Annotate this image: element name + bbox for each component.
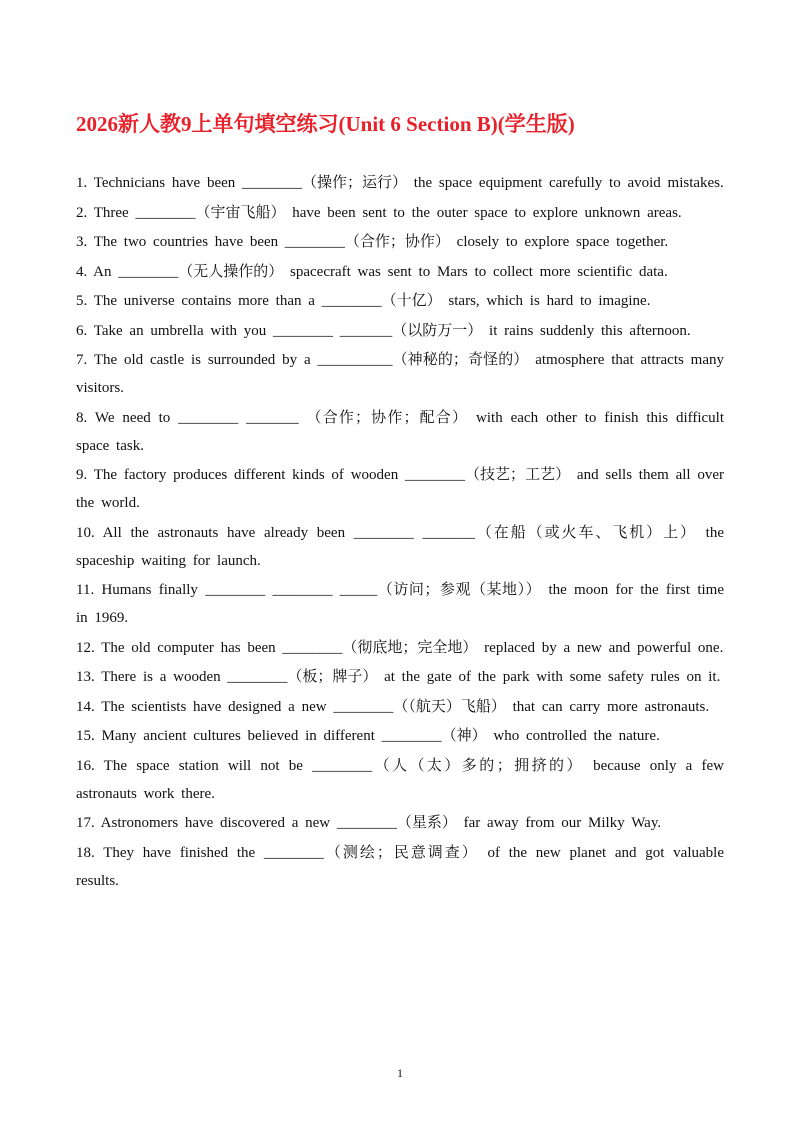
document-title: 2026新人教9上单句填空练习(Unit 6 Section B)(学生版) [76,112,575,136]
question-item: 14. The scientists have designed a new ________（（航天）飞船） that can carry more astronauts. [76,698,710,715]
question-item: 6. Take an umbrella with you ________ _______（以防万一） it rains suddenly this afternoon. [76,322,691,339]
question-item: 5. The universe contains more than a ________（十亿） stars, which is hard to imagine. [76,293,651,309]
question-item: 8. We need to ________ _______ （合作；协作；配合） with each other to finish this difficult space task. [76,409,724,454]
question-item: 17. Astronomers have discovered a new ________（星系） far away from our Milky Way. [76,815,662,831]
question-item: 16. The space station will not be ________（人（太）多的；拥挤的） because only a few astronauts work there. [76,757,724,802]
question-item: 4. An ________（无人操作的） spacecraft was sent to Mars to collect more scientific data. [76,263,668,280]
question-item: 15. Many ancient cultures believed in different ________（神） who controlled the nature. [76,728,660,744]
question-item: 10. All the astronauts have already been ________ _______（在船（或火车、飞机）上） the spaceship waiting for launch. [76,524,724,569]
question-item: 3. The two countries have been ________（合作；协作） closely to explore space together. [76,234,669,250]
question-list [76,169,724,896]
question-item: 18. They have finished the ________（测绘；民意调查） of the new planet and got valuable results. [76,844,724,889]
question-item: 9. The factory produces different kinds of wooden ________（技艺；工艺） and sells them all over the world. [76,467,724,511]
question-item: 13. There is a wooden ________（板；牌子） at the gate of the park with some safety rules on it. [76,669,721,685]
question-item: 11. Humans finally ________ ________ _____（访问；参观（某地）） the moon for the first time in 1969. [76,582,724,626]
page-number: 1 [397,1066,403,1080]
question-item: 12. The old computer has been ________（彻底地；完全地） replaced by a new and powerful one. [76,639,724,656]
question-item: 1. Technicians have been ________（操作；运行） the space equipment carefully to avoid mistakes. [76,175,724,191]
question-item: 2. Three ________（宇宙飞船） have been sent to the outer space to explore unknown areas. [76,204,682,221]
question-item: 7. The old castle is surrounded by a __________（神秘的；奇怪的） atmosphere that attracts many visitors. [76,352,724,396]
